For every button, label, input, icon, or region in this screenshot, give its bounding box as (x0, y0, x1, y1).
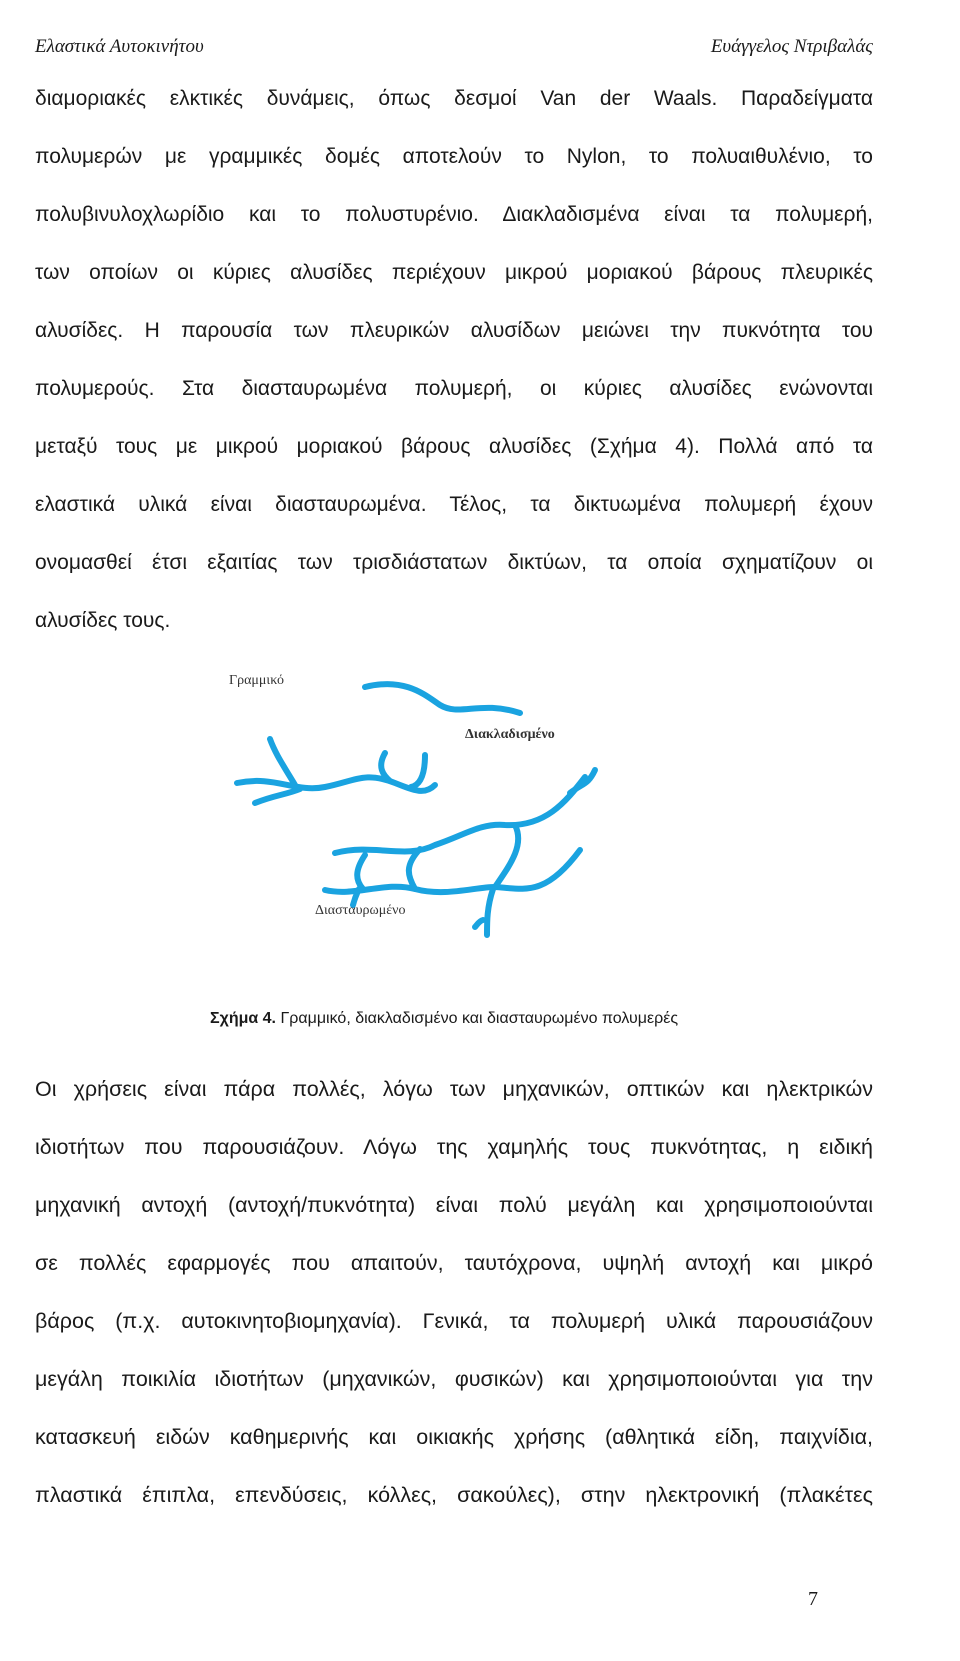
caption-text: Γραμμικό, διακλαδισμένο και διασταυρωμένο πολυμερές (280, 1010, 679, 1027)
label-branched: Διακλαδισμένο (465, 727, 555, 742)
header-author: Ευάγγελος Ντριβαλάς (710, 36, 873, 57)
text-line: αλυσίδες. Η παρουσία των πλευρικών αλυσίδων μειώνει την πυκνότητα του (35, 319, 873, 342)
crosslink (495, 825, 518, 887)
text-line: πλαστικά έπιπλα, επενδύσεις, κόλλες, σακούλες), στην ηλεκτρονική (πλακέτες (35, 1483, 873, 1507)
text-line: αλυσίδες τους. (35, 609, 171, 632)
branched-side-chain (381, 753, 390, 781)
text-line: κατασκευή ειδών καθημερινής και οικιακής χρήσης (αθλητικά είδη, παιχνίδια, (35, 1425, 873, 1449)
crosslink (487, 889, 493, 935)
text-line: πολυβινυλοχλωρίδιο και το πολυστυρένιο. Διακλαδισμένα είναι τα πολυμερή, (35, 203, 873, 226)
paragraph-polymer-structures (35, 70, 873, 650)
page-header (35, 28, 873, 68)
text-line: ελαστικά υλικά είναι διασταυρωμένα. Τέλος, τα δικτυωμένα πολυμερή έχουν (35, 493, 873, 516)
text-line: διαμοριακές ελκτικές δυνάμεις, όπως δεσμοί Van der Waals. Παραδείγματα (35, 87, 873, 110)
label-linear: Γραμμικό (229, 673, 284, 688)
text-line: μεγάλη ποικιλία ιδιοτήτων (μηχανικών, φυσικών) και χρησιμοποιούνται για την (35, 1367, 873, 1391)
paragraph-polymer-uses (35, 1060, 873, 1524)
crosslinked-chain (335, 777, 585, 853)
text-line: Οι χρήσεις είναι πάρα πολλές, λόγω των μηχανικών, οπτικών και ηλεκτρικών (35, 1077, 873, 1101)
linear-chain (365, 684, 520, 713)
figure-caption (210, 1010, 910, 1028)
text-line: μεταξύ τους με μικρού μοριακού βάρους αλυσίδες (Σχήμα 4). Πολλά από τα (35, 435, 873, 458)
text-line: σε πολλές εφαρμογές που απαιτούν, ταυτόχρονα, υψηλή αντοχή και μικρό (35, 1251, 873, 1275)
text-line: μηχανική αντοχή (αντοχή/πυκνότητα) είναι πολύ μεγάλη και χρησιμοποιούνται (35, 1193, 873, 1217)
text-line: πολυμερών με γραμμικές δομές αποτελούν το Nylon, το πολυαιθυλένιο, το (35, 145, 873, 168)
crosslink (570, 770, 595, 793)
caption-label: Σχήμα 4. (210, 1010, 276, 1027)
text-line: ιδιοτήτων που παρουσιάζουν. Λόγω της χαμηλής τους πυκνότητας, η ειδική (35, 1135, 873, 1159)
text-line: βάρος (π.χ. αυτοκινητοβιομηχανία). Γενικά, τα πολυμερή υλικά παρουσιάζουν (35, 1309, 873, 1333)
crosslink (475, 920, 483, 927)
branched-main-chain (237, 777, 435, 791)
branched-side-chain (411, 755, 425, 787)
label-crosslinked: Διασταυρωμένο (315, 903, 406, 918)
crosslink (409, 849, 420, 889)
crosslink (357, 855, 365, 889)
polymer-diagram (225, 675, 645, 1005)
text-line: ονομασθεί έτσι εξαιτίας των τρισδιάστατων δικτύων, τα οποία σχηματίζουν οι (35, 551, 873, 574)
header-title: Ελαστικά Αυτοκινήτου (35, 36, 204, 57)
page-number: 7 (808, 1588, 818, 1610)
text-line: πολυμερούς. Στα διασταυρωμένα πολυμερή, οι κύριες αλυσίδες ενώνονται (35, 377, 873, 400)
polymer-figure (225, 675, 645, 1005)
branched-side-chain (270, 739, 295, 785)
branched-side-chain (255, 789, 300, 803)
text-line: των οποίων οι κύριες αλυσίδες περιέχουν μικρού μοριακού βάρους πλευρικές (35, 261, 873, 284)
